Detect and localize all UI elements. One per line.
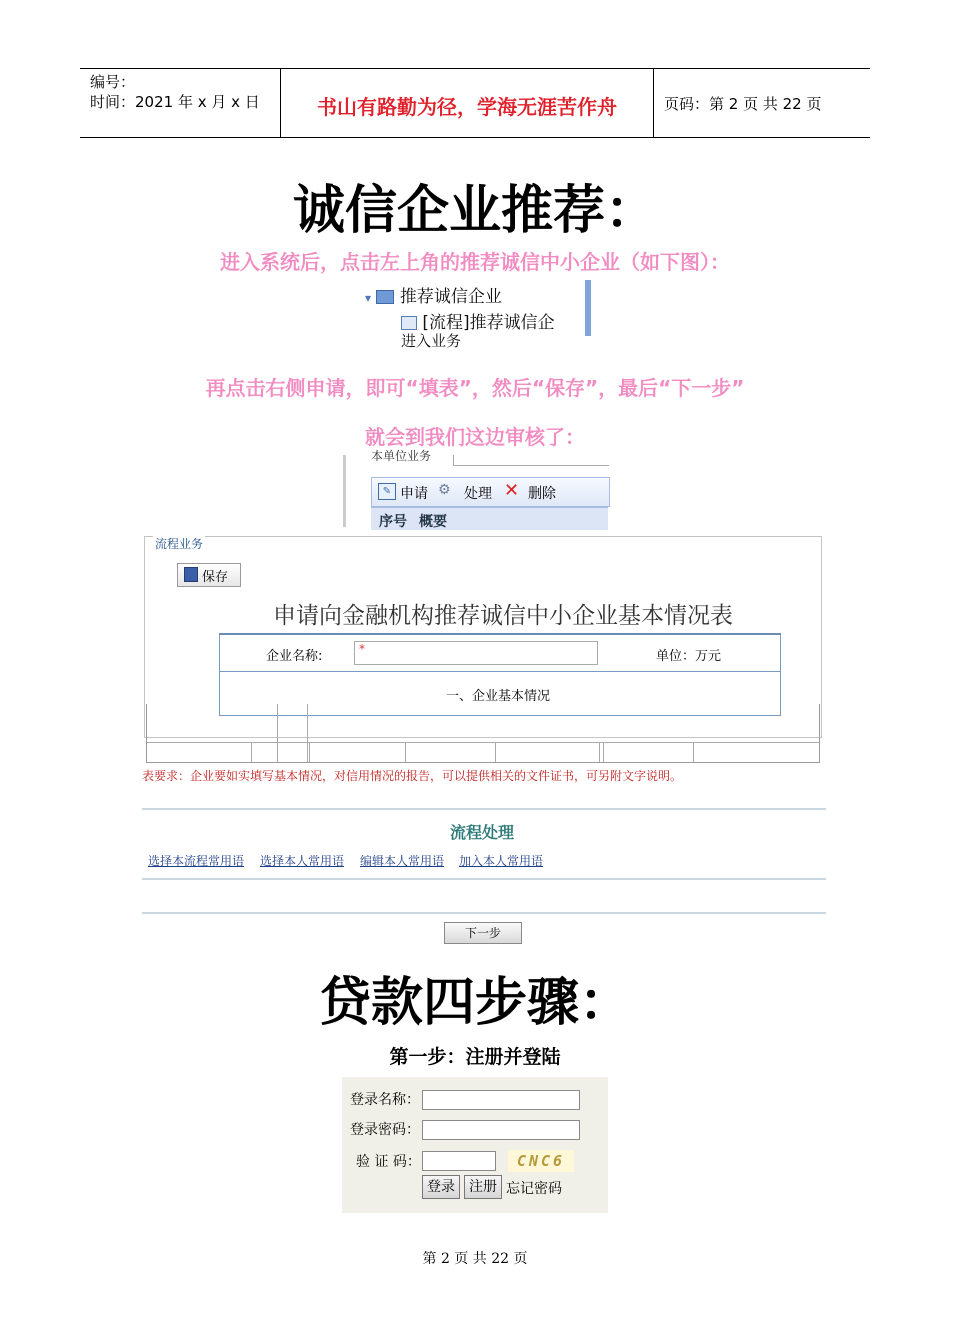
grid-line — [693, 742, 694, 762]
link-add-phrases[interactable]: 加入本人常用语 — [459, 854, 544, 868]
grid-line — [495, 742, 496, 762]
motto: 书山有路勤为径，学海无涯苦作舟 — [317, 95, 617, 119]
register-button[interactable]: 注册 — [464, 1175, 502, 1199]
page-info: 页码：第 2 页 共 22 页 — [664, 95, 822, 113]
link-edit-phrases[interactable]: 编辑本人常用语 — [360, 854, 445, 868]
divider — [142, 808, 826, 810]
delete-button[interactable]: 删除 — [528, 486, 556, 502]
requirement-note: 表要求：企业要如实填写基本情况，对信用情况的报告，可以提供相关的文件证书，可另附文字说明。 — [142, 769, 683, 783]
left-border — [343, 455, 346, 527]
grid-line — [309, 742, 310, 762]
scrollbar[interactable] — [585, 280, 591, 336]
tree-child-label: [流程]推荐诚信企 — [422, 313, 555, 333]
required-mark: * — [359, 642, 365, 656]
process-button[interactable]: 处理 — [464, 486, 492, 502]
apply-button[interactable]: 申请 — [400, 486, 428, 502]
tree-partial: 进入业务 — [401, 332, 462, 350]
unit-label: 单位：万元 — [656, 649, 722, 664]
instruction-step3: 就会到我们这边审核了： — [365, 425, 585, 449]
captcha-image[interactable]: CNC6 — [508, 1150, 574, 1172]
top-tab — [453, 455, 609, 466]
tree-screenshot — [365, 280, 591, 350]
delete-icon: ✕ — [504, 480, 520, 501]
save-label: 保存 — [202, 570, 229, 585]
toolbar — [371, 477, 610, 507]
instruction-step1: 进入系统后，点击左上角的推荐诚信中小企业（如下图）： — [220, 250, 730, 274]
section-label: 一、企业基本情况 — [446, 689, 551, 704]
expand-icon: ▾ — [365, 291, 372, 305]
section-title-recommend: 诚信企业推荐： — [292, 181, 657, 241]
toolbar-top-text: 本单位业务 — [371, 449, 432, 463]
fieldset-legend: 流程业务 — [155, 537, 204, 551]
form-screenshot — [142, 530, 822, 704]
login-box — [342, 1077, 608, 1213]
login-password-input[interactable] — [422, 1120, 580, 1140]
login-button[interactable]: 登录 — [422, 1175, 460, 1199]
captcha-input[interactable] — [422, 1151, 496, 1171]
company-name-input[interactable] — [354, 641, 598, 665]
save-icon — [184, 567, 198, 582]
serial-label: 编号： — [90, 73, 136, 91]
process-title: 流程处理 — [449, 823, 514, 842]
login-name-input[interactable] — [422, 1090, 580, 1110]
date-label: 时间：2021 年 x 月 x 日 — [90, 93, 260, 111]
page-header — [80, 68, 870, 138]
document-icon — [401, 316, 417, 330]
login-name-label: 登录名称： — [350, 1092, 420, 1108]
instruction-step2: 再点击右侧申请，即可“填表”，然后“保存”，最后“下一步” — [205, 376, 745, 400]
tree-node-label: 推荐诚信企业 — [399, 287, 502, 307]
grid-line — [405, 742, 406, 762]
col-no: 序号 — [379, 514, 407, 530]
divider — [142, 912, 826, 914]
captcha-label: 验 证 码： — [356, 1154, 421, 1170]
save-button[interactable] — [177, 563, 241, 587]
grid-line — [251, 742, 252, 762]
apply-icon: ✎ — [378, 483, 396, 500]
toolbar-screenshot — [343, 449, 608, 530]
grid-line — [599, 742, 600, 762]
col-summary: 概要 — [419, 514, 447, 530]
form-title: 申请向金融机构推荐诚信中小企业基本情况表 — [273, 603, 733, 629]
forgot-password-link[interactable]: 忘记密码 — [506, 1181, 562, 1197]
folder-icon — [376, 290, 394, 304]
table-bottom-screenshot — [146, 704, 820, 763]
company-label: 企业名称: — [266, 649, 323, 664]
header-page-cell — [654, 69, 870, 137]
header-left-cell — [80, 69, 281, 137]
section-title-loan: 贷款四步骤： — [318, 973, 631, 1033]
grid-line — [603, 742, 604, 762]
step-one-title: 第一步：注册并登陆 — [389, 1046, 561, 1068]
process-icon: ⚙ — [438, 482, 451, 498]
grid-line — [307, 704, 308, 762]
divider — [142, 878, 826, 880]
page-footer: 第 2 页 共 22 页 — [422, 1251, 528, 1267]
link-flow-phrases[interactable]: 选择本流程常用语 — [148, 854, 245, 868]
grid-line — [147, 742, 819, 743]
header-motto-cell — [281, 69, 654, 137]
table-header — [371, 507, 608, 530]
row-divider — [220, 671, 780, 672]
login-password-label: 登录密码： — [350, 1122, 420, 1138]
grid-line — [277, 704, 278, 762]
link-my-phrases[interactable]: 选择本人常用语 — [260, 854, 345, 868]
next-step-button[interactable]: 下一步 — [444, 922, 522, 944]
tree-node[interactable] — [365, 282, 502, 307]
